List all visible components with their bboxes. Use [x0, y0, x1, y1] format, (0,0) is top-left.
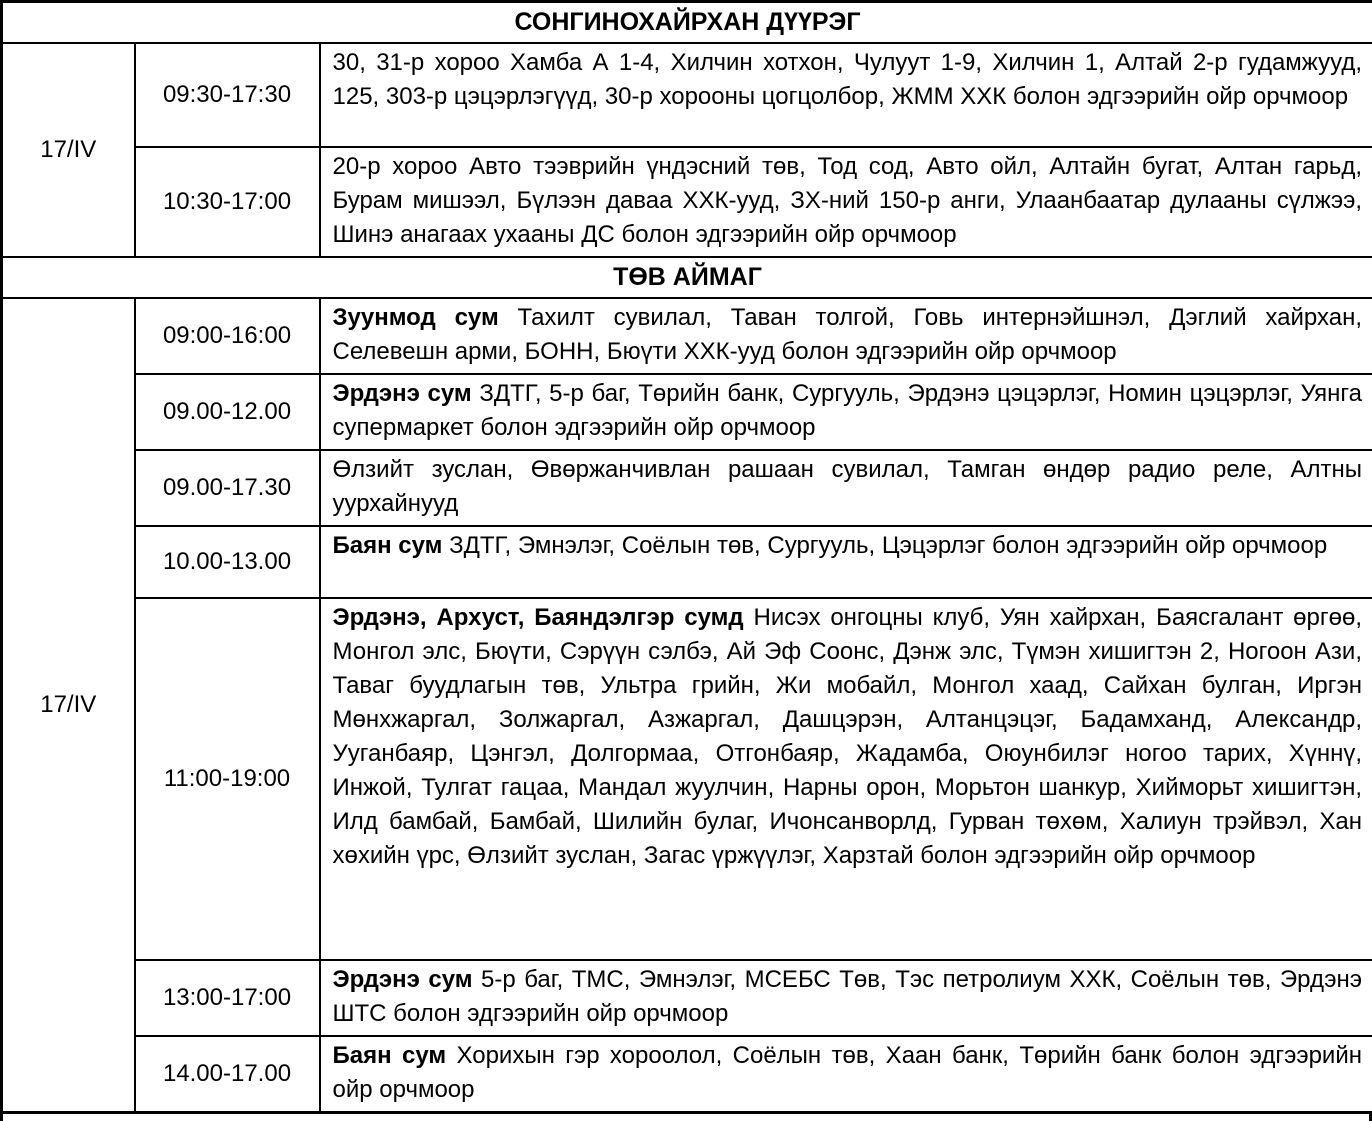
area-bold-label: Баян сум [333, 532, 443, 559]
area-text: ЗДТГ, Эмнэлэг, Соёлын төв, Сургууль, Цэцэрлэг болон эдгээрийн ойр орчмоор [442, 532, 1327, 559]
time-cell: 09.00-17.30 [135, 450, 320, 526]
area-text: ЗДТГ, 5-р баг, Төрийн банк, Сургууль, Эрдэнэ цэцэрлэг, Номин цэцэрлэг, Уянга супермаркет болон эдгээрийн ойр орчмоор [333, 380, 1363, 441]
section-header-row [2, 257, 1372, 298]
schedule-row [2, 526, 1372, 598]
time-cell: 09:30-17:30 [135, 43, 320, 147]
area-cell [320, 960, 1372, 1036]
area-cell [320, 450, 1372, 526]
next-section-partial-row [0, 1114, 1372, 1121]
schedule-row [2, 147, 1372, 257]
time-cell: 14.00-17.00 [135, 1036, 320, 1113]
area-cell [320, 43, 1372, 147]
time-cell: 09.00-12.00 [135, 374, 320, 450]
area-bold-label: Эрдэнэ сум [333, 380, 472, 407]
area-cell [320, 526, 1372, 598]
schedule-row [2, 598, 1372, 960]
schedule-row [2, 1036, 1372, 1113]
area-text: Өлзийт зуслан, Өвөржанчивлан рашаан сувилал, Тамган өндөр радио реле, Алтны уурхайнууд [333, 456, 1363, 517]
time-cell: 10.00-13.00 [135, 526, 320, 598]
section-title-songinokhairkhan: СОНГИНОХАЙРХАН ДҮҮРЭГ [2, 2, 1372, 44]
area-cell [320, 374, 1372, 450]
section-title-tov-aimag: ТӨВ АЙМАГ [2, 257, 1372, 298]
area-cell [320, 298, 1372, 374]
area-cell [320, 147, 1372, 257]
date-cell: 17/IV [2, 43, 135, 257]
schedule-row [2, 960, 1372, 1036]
schedule-row [2, 298, 1372, 374]
area-bold-label: Баян сум [333, 1042, 447, 1069]
area-text: Тахилт сувилал, Таван толгой, Говь интернэйшнэл, Дэглий хайрхан, Селевешн арми, БОНН, Бюүти ХХК-ууд болон эдгээрийн ойр орчмоор [333, 304, 1363, 365]
schedule-row [2, 374, 1372, 450]
time-cell: 11:00-19:00 [135, 598, 320, 960]
area-text: 5-р баг, ТМС, Эмнэлэг, МСЕБС Төв, Тэс петролиум ХХК, Соёлын төв, Эрдэнэ ШТС болон эдгээрийн ойр орчмоор [333, 966, 1363, 1027]
area-cell [320, 1036, 1372, 1113]
area-text: Хорихын гэр хороолол, Соёлын төв, Хаан банк, Төрийн банк болон эдгээрийн ойр орчмоор [333, 1042, 1363, 1103]
time-cell: 09:00-16:00 [135, 298, 320, 374]
area-cell [320, 598, 1372, 960]
area-text: 30, 31-р хороо Хамба А 1-4, Хилчин хотхон, Чулуут 1-9, Хилчин 1, Алтай 2-р гудамжууд, 125, 303-р цэцэрлэгүүд, 30-р хорооны цогцолбор, ЖММ ХХК болон эдгээрийн ойр орчмоор [333, 49, 1363, 110]
schedule-row [2, 450, 1372, 526]
area-bold-label: Зуунмод сум [333, 304, 499, 331]
area-text: 20-р хороо Авто тээврийн үндэсний төв, Тод сод, Авто ойл, Алтайн бугат, Алтан гарьд, Бурам мишээл, Бүлээн даваа ХХК-ууд, ЗХ-ний 150-р анги, Улаанбаатар дулааны сүлжээ, Шинэ анагаах ухааны ДС болон эдгээрийн ойр орчмоор [333, 153, 1363, 248]
area-text: Нисэх онгоцны клуб, Уян хайрхан, Баясгалант өргөө, Монгол элс, Бюүти, Сэрүүн сэлбэ, Ай Эф Соонс, Дэнж элс, Түмэн хишигтэн 2, Ногоон Ази, Таваг буудлагын төв, Ультра грийн, Жи мобайл, Монгол хаад, Сайхан булган, Иргэн Мөнхжаргал, Золжаргал, Азжаргал, Дашцэрэн, Алтанцэцэг, Бадамханд, Александр, Ууганбаяр, Цэнгэл, Долгормаа, Отгонбаяр, Жадамба, Оюунбилэг ногоо тарих, Хүннү, Инжой, Тулгат гацаа, Мандал жуулчин, Нарны орон, Морьтон шанкур, Хийморьт хишигтэн, Илд бамбай, Бамбай, Шилийн булаг, Ичонсанворлд, Гурван төхөм, Халиун трэйвэл, Хан хөхийн үрс, Өлзийт зуслан, Загас үржүүлэг, Харзтай болон эдгээрийн ойр орчмоор [333, 604, 1363, 869]
area-bold-label: Эрдэнэ, Архуст, Баяндэлгэр сумд [333, 604, 744, 631]
schedule-row [2, 43, 1372, 147]
time-cell: 10:30-17:00 [135, 147, 320, 257]
area-bold-label: Эрдэнэ сум [333, 966, 473, 993]
time-cell: 13:00-17:00 [135, 960, 320, 1036]
date-cell: 17/IV [2, 298, 135, 1113]
section-header-row [2, 2, 1372, 44]
